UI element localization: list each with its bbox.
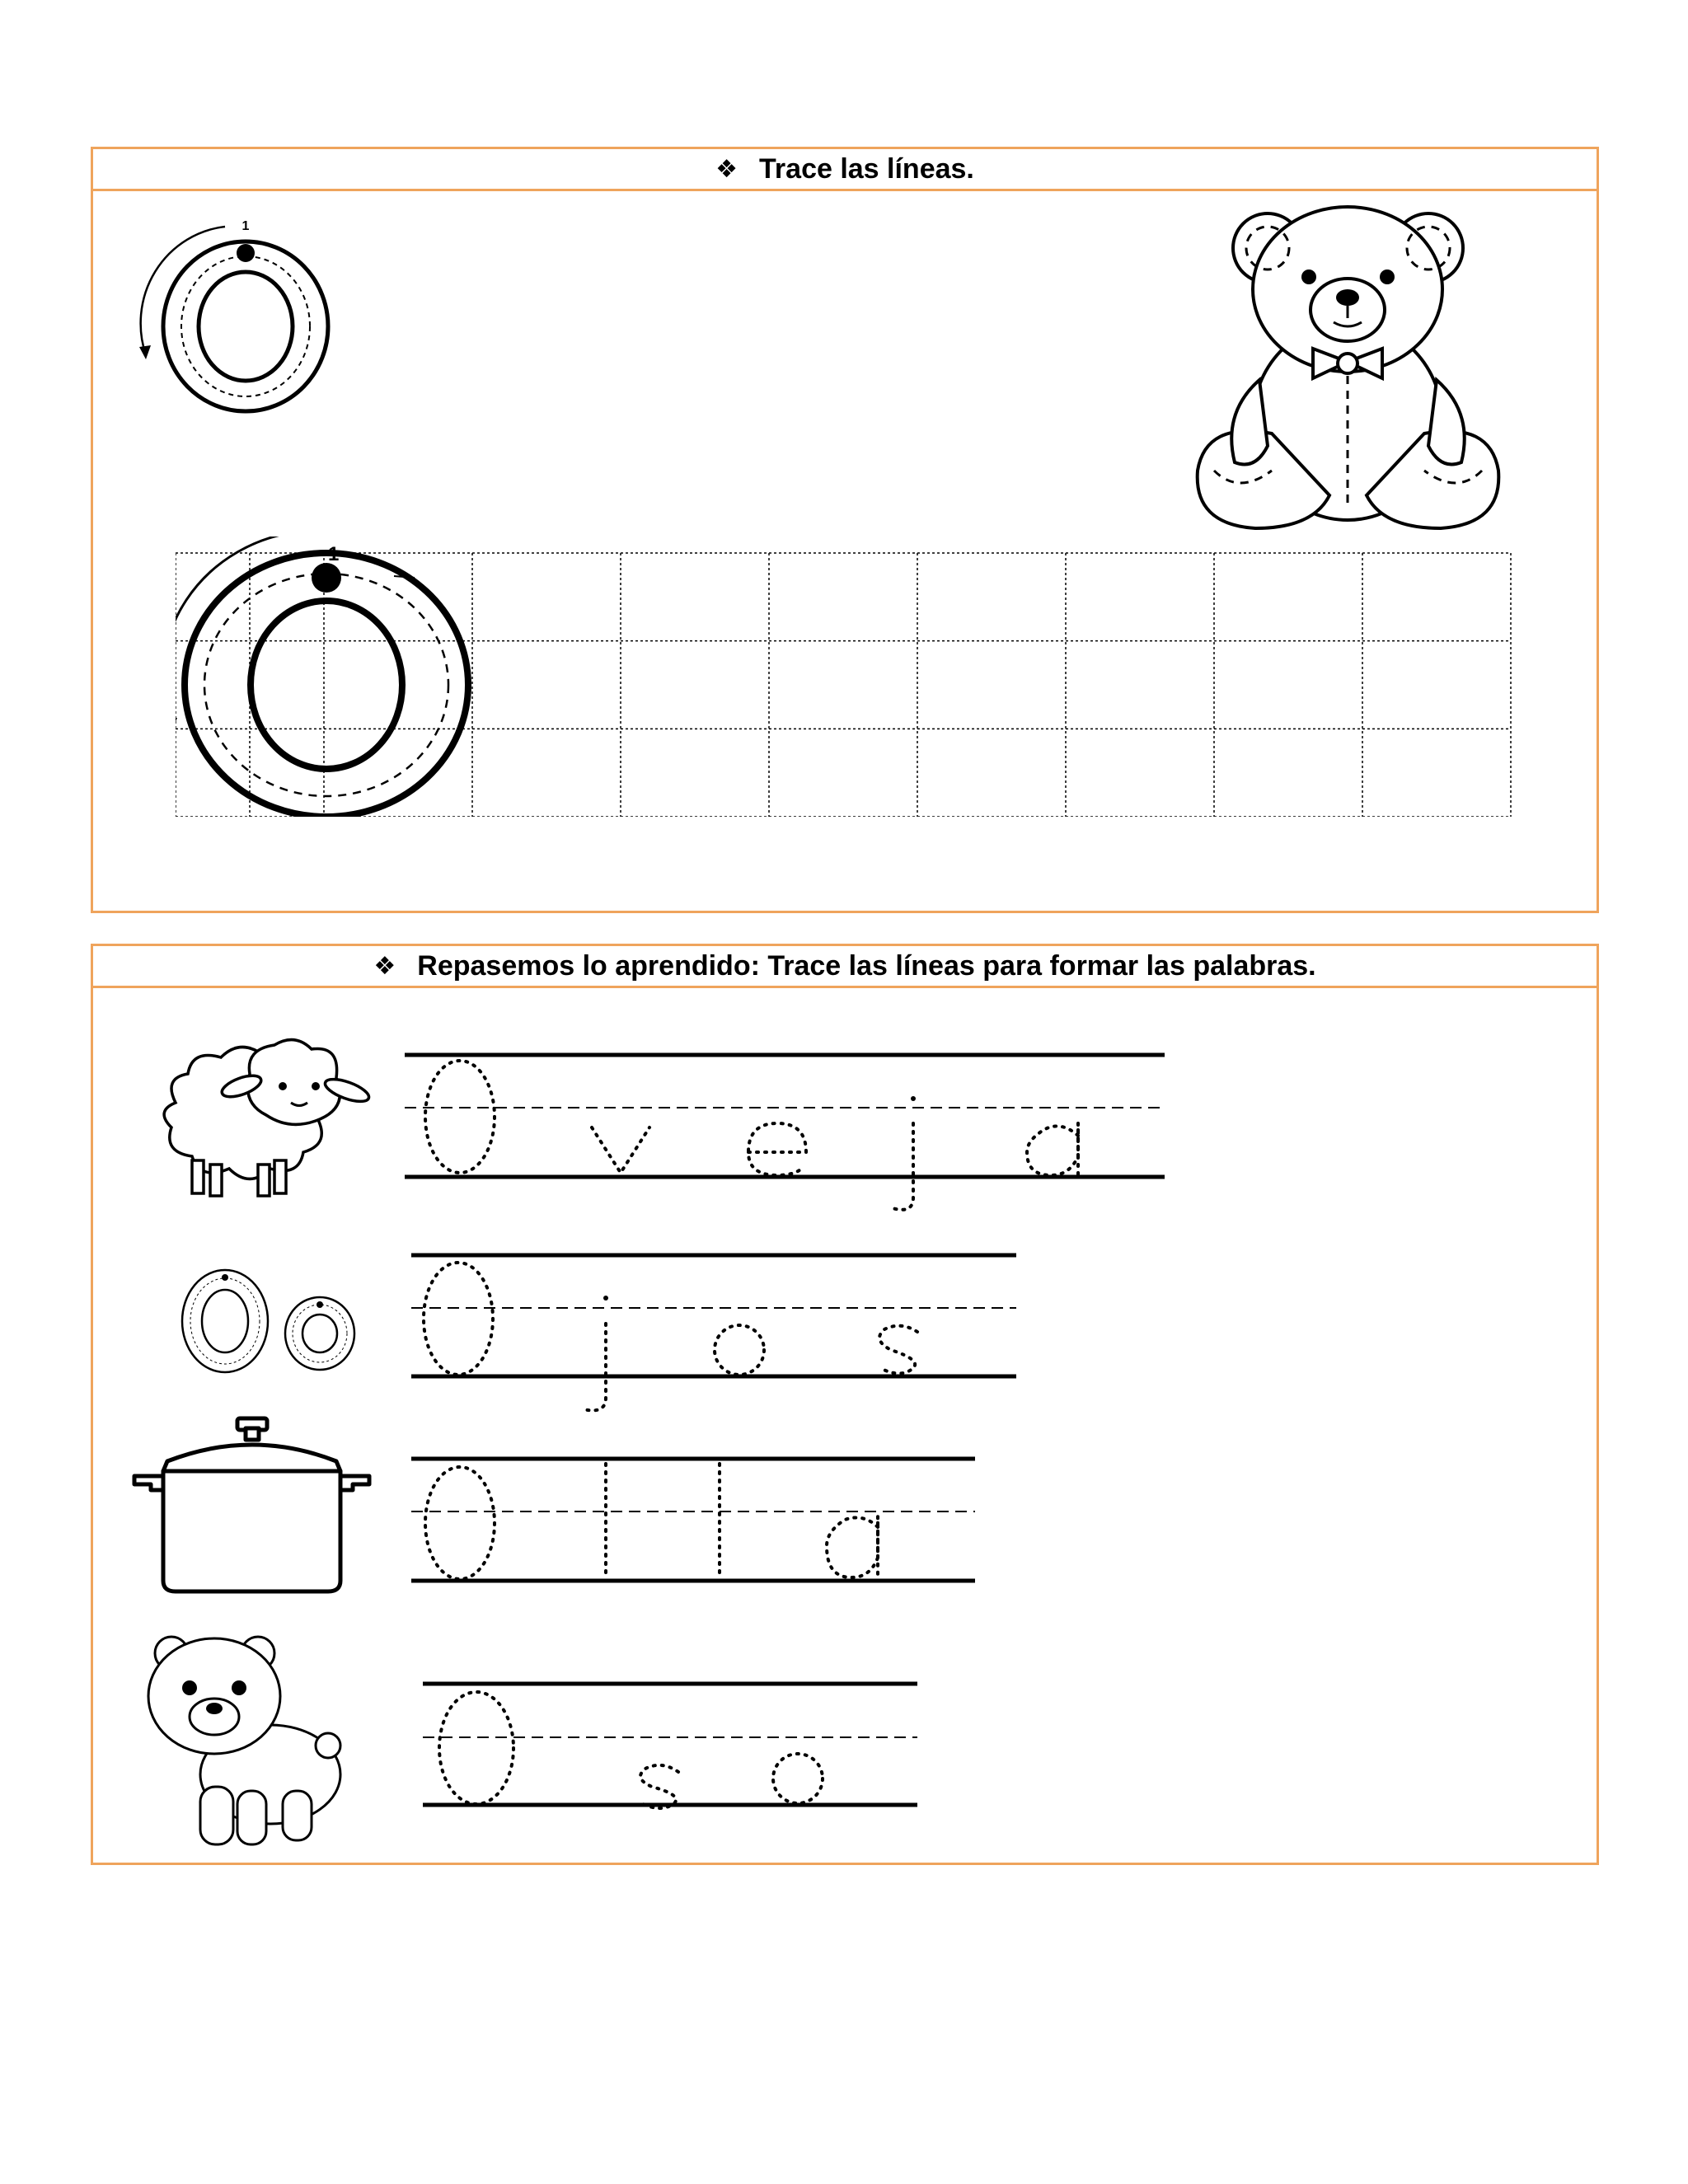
diamond-bullet-icon: ❖ <box>373 952 396 980</box>
teddy-bear-icon <box>1173 199 1568 545</box>
word-tracing-lines <box>93 946 1601 1868</box>
stroke-number-large: 1 <box>328 543 340 565</box>
review-section <box>91 944 1599 1865</box>
trace-section <box>91 147 1599 913</box>
stroke-number: 1 <box>241 219 250 233</box>
section-header <box>93 149 1597 191</box>
instruction-text: Trace las líneas. <box>759 152 974 185</box>
diamond-bullet-icon: ❖ <box>715 155 738 183</box>
tracing-grid <box>176 537 1527 817</box>
review-instruction-text: Repasemos lo aprendido: Trace las líneas para formar las palabras. <box>417 949 1316 982</box>
stroke-order-o-icon <box>126 215 340 429</box>
